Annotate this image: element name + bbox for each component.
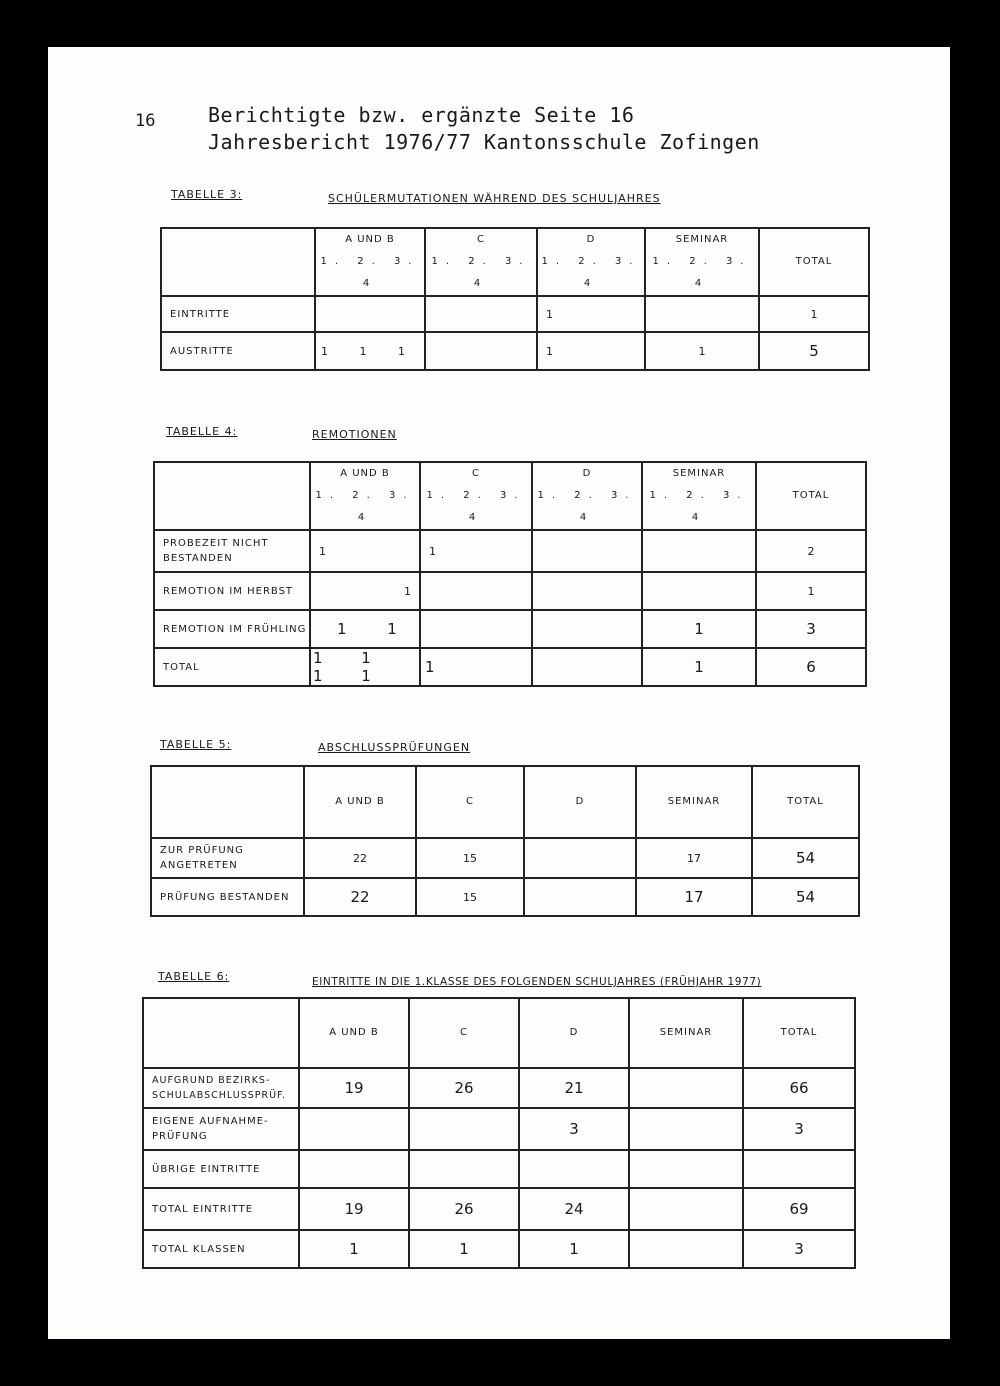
col-header-seminar: SEMINAR 1. 2. 3. 4 [642, 462, 756, 530]
corner-cell [143, 998, 299, 1068]
col-header-c: C 1. 2. 3. 4 [420, 462, 532, 530]
cell-total: 1 [756, 572, 866, 610]
cell-seminar [629, 1068, 743, 1108]
row-label: TOTAL EINTRITTE [143, 1188, 299, 1230]
cell-seminar [629, 1108, 743, 1150]
cell-ab: 22 [304, 838, 416, 878]
cell-d [524, 838, 636, 878]
table-header-row [151, 766, 859, 838]
col-header-d: D [519, 998, 629, 1068]
cell-c: 1 [420, 530, 532, 572]
cell-d: 24 [519, 1188, 629, 1230]
cell-total: 3 [743, 1230, 855, 1268]
table-3-label: TABELLE 3: [171, 188, 243, 201]
cell-c: 26 [409, 1068, 519, 1108]
col-header-d: D 1. 2. 3. 4 [537, 228, 645, 296]
cell-d [524, 878, 636, 916]
cell-total: 3 [743, 1108, 855, 1150]
cell-c: 15 [416, 878, 524, 916]
cell-total: 54 [752, 838, 859, 878]
table-6 [142, 997, 856, 1269]
table-row [161, 296, 869, 332]
cell-total: 5 [759, 332, 869, 370]
page-title-line-2: Jahresbericht 1976/77 Kantonsschule Zofingen [208, 130, 760, 154]
cell-seminar: 1 [642, 610, 756, 648]
cell-seminar [629, 1230, 743, 1268]
document-page [48, 47, 950, 1339]
table-6-caption: EINTRITTE IN DIE 1.KLASSE DES FOLGENDEN SCHULJAHRES (FRÜHJAHR 1977) [312, 976, 762, 988]
cell-total: 1 [759, 296, 869, 332]
col-header-d: D [524, 766, 636, 838]
col-header-seminar: SEMINAR [636, 766, 752, 838]
cell-seminar [645, 296, 759, 332]
row-label: ZUR PRÜFUNG ANGETRETEN [151, 838, 304, 878]
cell-seminar: 17 [636, 878, 752, 916]
table-row [143, 1230, 855, 1268]
col-header-total: TOTAL [759, 228, 869, 296]
cell-c: 15 [416, 838, 524, 878]
table-6-label: TABELLE 6: [158, 970, 230, 983]
cell-ab: 19 [299, 1188, 409, 1230]
col-header-seminar: SEMINAR [629, 998, 743, 1068]
table-row [154, 648, 866, 686]
cell-seminar [629, 1150, 743, 1188]
table-row [143, 1068, 855, 1108]
cell-total: 69 [743, 1188, 855, 1230]
cell-ab: 1 1 1 1 [310, 648, 420, 686]
row-label: REMOTION IM HERBST [154, 572, 310, 610]
row-label: AUSTRITTE [161, 332, 315, 370]
cell-seminar: 1 [642, 648, 756, 686]
cell-d [532, 530, 642, 572]
cell-seminar [642, 572, 756, 610]
row-label: PROBEZEIT NICHT BESTANDEN [154, 530, 310, 572]
table-row [143, 1188, 855, 1230]
table-row [151, 838, 859, 878]
col-header-seminar: SEMINAR 1. 2. 3. 4 [645, 228, 759, 296]
table-row [151, 878, 859, 916]
cell-d: 1 [537, 332, 645, 370]
table-3 [160, 227, 870, 371]
cell-d [532, 572, 642, 610]
table-header-row [161, 228, 869, 296]
row-label: TOTAL KLASSEN [143, 1230, 299, 1268]
col-header-total: TOTAL [752, 766, 859, 838]
row-label: AUFGRUND BEZIRKS-SCHULABSCHLUSSPRÜF. [143, 1068, 299, 1108]
row-label: EINTRITTE [161, 296, 315, 332]
cell-total: 6 [756, 648, 866, 686]
col-header-ab: A UND B [304, 766, 416, 838]
cell-d [532, 648, 642, 686]
cell-ab [299, 1108, 409, 1150]
table-4-label: TABELLE 4: [166, 425, 238, 438]
table-row [154, 610, 866, 648]
cell-total [743, 1150, 855, 1188]
cell-d: 1 [519, 1230, 629, 1268]
cell-ab: 1 [310, 530, 420, 572]
row-label: ÜBRIGE EINTRITTE [143, 1150, 299, 1188]
col-header-c: C [416, 766, 524, 838]
table-row [143, 1108, 855, 1150]
cell-ab: 19 [299, 1068, 409, 1108]
cell-ab: 1 1 [310, 610, 420, 648]
table-3-caption: SCHÜLERMUTATIONEN WÄHREND DES SCHULJAHRES [328, 192, 661, 205]
cell-total: 54 [752, 878, 859, 916]
table-row [143, 1150, 855, 1188]
cell-total: 66 [743, 1068, 855, 1108]
corner-cell [161, 228, 315, 296]
cell-seminar: 1 [645, 332, 759, 370]
cell-d [519, 1150, 629, 1188]
corner-cell [151, 766, 304, 838]
col-header-ab: A UND B [299, 998, 409, 1068]
row-label: PRÜFUNG BESTANDEN [151, 878, 304, 916]
cell-c: 1 [420, 648, 532, 686]
corner-cell [154, 462, 310, 530]
cell-ab: 22 [304, 878, 416, 916]
row-label: EIGENE AUFNAHME-PRÜFUNG [143, 1108, 299, 1150]
table-row [161, 332, 869, 370]
table-5 [150, 765, 860, 917]
cell-c [420, 610, 532, 648]
cell-c [425, 332, 537, 370]
row-label: REMOTION IM FRÜHLING [154, 610, 310, 648]
cell-ab [299, 1150, 409, 1188]
cell-d: 3 [519, 1108, 629, 1150]
table-4-caption: REMOTIONEN [312, 428, 397, 441]
cell-ab [315, 296, 425, 332]
cell-seminar [642, 530, 756, 572]
col-header-ab: A UND B 1. 2. 3. 4 [310, 462, 420, 530]
col-header-c: C [409, 998, 519, 1068]
table-row [154, 530, 866, 572]
table-4 [153, 461, 867, 687]
cell-d: 21 [519, 1068, 629, 1108]
table-row [154, 572, 866, 610]
cell-total: 3 [756, 610, 866, 648]
page-number: 16 [135, 111, 156, 131]
table-5-label: TABELLE 5: [160, 738, 232, 751]
cell-c [409, 1150, 519, 1188]
cell-c [425, 296, 537, 332]
cell-d: 1 [537, 296, 645, 332]
cell-ab: 1 1 1 [315, 332, 425, 370]
cell-c [409, 1108, 519, 1150]
cell-c: 1 [409, 1230, 519, 1268]
page-title-line-1: Berichtigte bzw. ergänzte Seite 16 [208, 103, 635, 127]
row-label: TOTAL [154, 648, 310, 686]
cell-ab: 1 [299, 1230, 409, 1268]
cell-total: 2 [756, 530, 866, 572]
cell-c: 26 [409, 1188, 519, 1230]
col-header-total: TOTAL [743, 998, 855, 1068]
col-header-d: D 1. 2. 3. 4 [532, 462, 642, 530]
table-header-row [154, 462, 866, 530]
col-header-c: C 1. 2. 3. 4 [425, 228, 537, 296]
table-5-caption: ABSCHLUSSPRÜFUNGEN [318, 741, 471, 754]
cell-ab: 1 [310, 572, 420, 610]
cell-seminar [629, 1188, 743, 1230]
cell-d [532, 610, 642, 648]
col-header-ab: A UND B 1. 2. 3. 4 [315, 228, 425, 296]
col-header-total: TOTAL [756, 462, 866, 530]
cell-seminar: 17 [636, 838, 752, 878]
cell-c [420, 572, 532, 610]
table-header-row [143, 998, 855, 1068]
